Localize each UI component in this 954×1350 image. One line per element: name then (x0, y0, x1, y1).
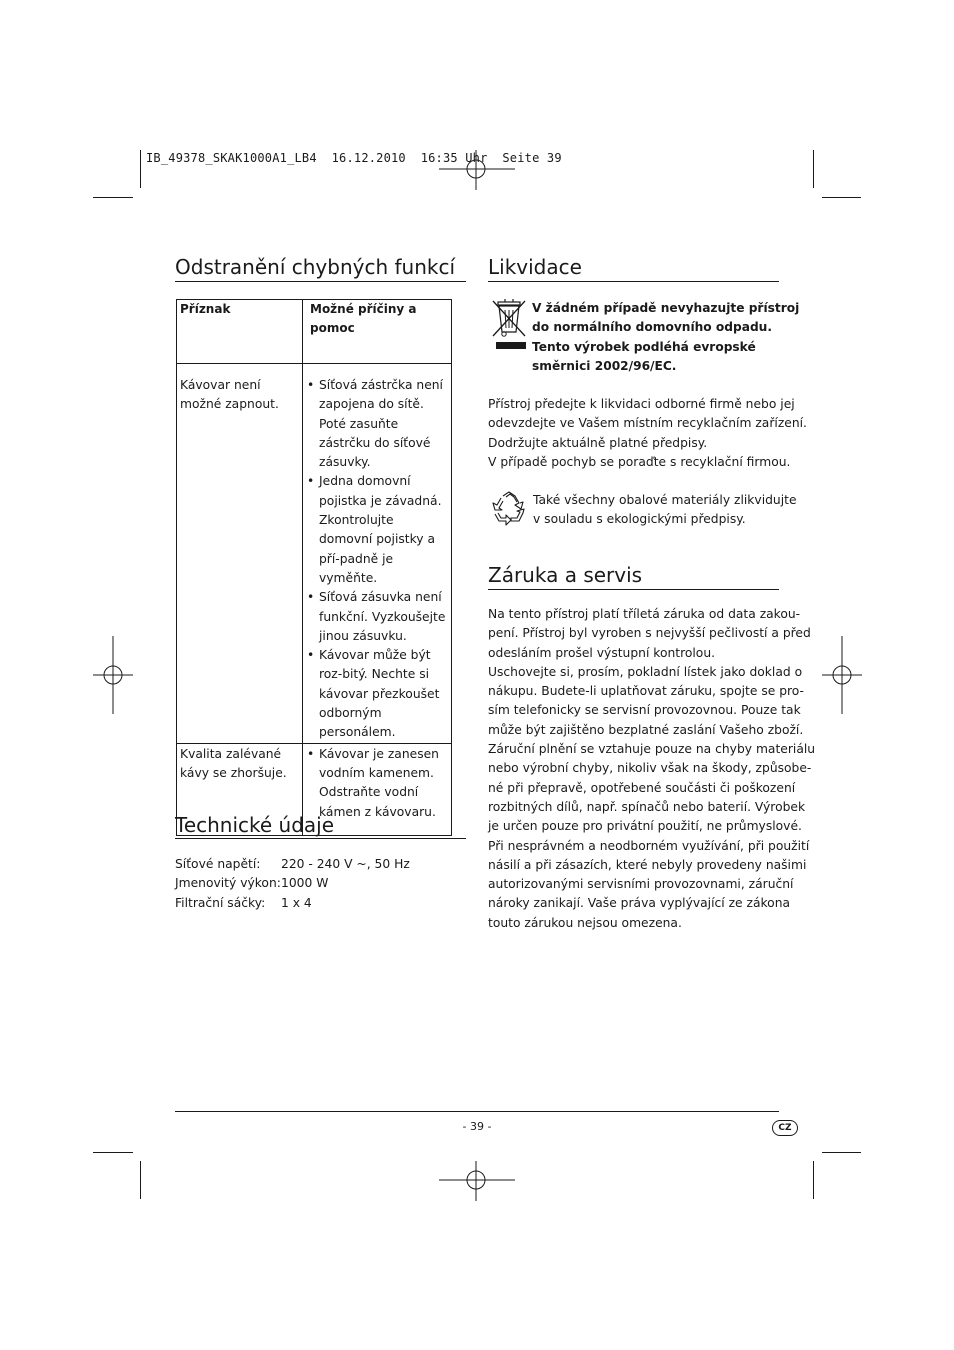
trouble-title-rule (175, 281, 466, 282)
disposal-warning (532, 299, 799, 376)
list-item: • Síťová zástrčka není zapojena do sítě. Poté zasuňte zástrčku do síťové zásuvky. (306, 376, 449, 472)
text-line: sím telefonicky se servisní provozovnou. Pouze tak (488, 703, 801, 718)
text-line: V případě pochyb se poraďte s recyklační firmou. (488, 454, 791, 469)
trouble-table (176, 299, 452, 836)
warning-line: směrnici 2002/96/EC. (532, 358, 677, 373)
disposal-title-rule (488, 281, 779, 282)
warranty-title-rule (488, 589, 779, 590)
table-row (177, 364, 452, 744)
text-line: Přístroj předejte k likvidaci odborné firmě nebo jej (488, 397, 795, 411)
page-number: - 39 - (462, 1120, 492, 1133)
text-line: touto zárukou nejsou omezena. (488, 915, 682, 930)
recycle-note (533, 491, 797, 530)
disposal-title: Likvidace (488, 255, 582, 279)
col-header-symptom: Příznak (180, 302, 231, 316)
col-header-causes: Možné příčiny a pomoc (310, 302, 417, 335)
language-badge: CZ (772, 1120, 798, 1136)
registration-mark-top-icon (437, 150, 517, 190)
registration-mark-left-icon (93, 636, 133, 714)
spec-key: Síťové napětí: (175, 857, 261, 871)
spec-row (175, 855, 410, 874)
print-header: IB_49378_SKAK1000A1_LB4 16.12.2010 16:35 Uhr Seite 39 (146, 151, 562, 165)
spec-key: Filtrační sáčky: (175, 895, 266, 910)
text-line: může být zajištěno bezplatné zaslání Vašeho zboží. (488, 722, 804, 737)
warning-line: do normálního domovního odpadu. (532, 320, 772, 335)
list-item: • Síťová zásuvka není funkční. Vyzkoušejte jinou zásuvku. (306, 588, 449, 646)
tech-title-rule (175, 838, 466, 839)
text-line: odesláním prošel výstupní kontrolou. (488, 645, 716, 660)
text-line: Uschovejte si, prosím, pokladní lístek jako doklad o (488, 664, 803, 679)
warning-line: V žádném případě nevyhazujte přístroj (532, 301, 800, 315)
text-line: Při nesprávném a neodborném využívání, při použití (488, 838, 810, 853)
registration-mark-bottom-icon (437, 1161, 517, 1201)
symptom-text: Kvalita zalévané kávy se zhoršuje. (180, 746, 287, 780)
spec-value: 220 - 240 V ~, 50 Hz (281, 857, 410, 871)
registration-mark-right-icon (822, 636, 862, 714)
list-item: • Kávovar může být roz-bitý. Nechte si kávovar přezkoušet odborným personálem. (306, 646, 449, 742)
symptom-text: Kávovar není možné zapnout. (180, 378, 279, 412)
crossed-out-wheelie-bin-icon (490, 298, 528, 352)
text-line: Také všechny obalové materiály zlikvidujte (533, 493, 797, 507)
spec-key: Jmenovitý výkon: (175, 876, 281, 891)
spec-row (175, 894, 410, 913)
tech-title: Technické údaje (175, 813, 335, 837)
list-item: • Jedna domovní pojistka je závadná. Zkontrolujte domovní pojistky a pří-padně je vyměňte. (306, 472, 449, 588)
spec-value: 1000 W (281, 876, 329, 891)
text-line: rozbitných dílů, např. spínačů nebo baterií. Výrobek (488, 799, 806, 814)
warranty-title: Záruka a servis (488, 563, 643, 587)
text-line: Záruční plnění se vztahuje pouze na chyby materiálu (488, 742, 816, 757)
text-line: nákupu. Budete-li uplatňovat záruku, spojte se pro- (488, 684, 804, 699)
tech-specs (175, 855, 410, 913)
trouble-title: Odstranění chybných funkcí (175, 255, 456, 279)
text-line: je určen pouze pro privátní použití, ne průmyslové. (488, 819, 802, 834)
spec-row (175, 874, 410, 893)
text-line: nebo výrobní chyby, nikoliv však na škody, způsobe- (488, 761, 812, 776)
table-header-row (177, 300, 452, 364)
warning-line: Tento výrobek podléhá evropské (532, 339, 756, 354)
causes-list (306, 376, 449, 743)
text-line: Na tento přístroj platí tříletá záruka od data zakou- (488, 607, 801, 621)
text-line: násilí a při zásazích, které nebyly provedeny našimi (488, 857, 807, 872)
warranty-text (488, 605, 815, 933)
spec-value: 1 x 4 (281, 895, 312, 910)
recycle-icon (489, 490, 529, 530)
disposal-paragraph (488, 395, 807, 472)
list-item: • Kávovar je zanesen vodním kamenem. Odstraňte vodní kámen z kávovaru. (306, 745, 449, 822)
text-line: v souladu s ekologickými předpisy. (533, 512, 746, 527)
text-line: né při přepravě, opotřebené součásti či poškození (488, 780, 796, 795)
causes-list (306, 745, 449, 822)
text-line: Dodržujte aktuálně platné předpisy. (488, 435, 708, 450)
text-line: autorizovanými servisními provozovnami, záruční (488, 877, 794, 892)
text-line: nároky zanikají. Vaše práva vyplývající ze zákona (488, 896, 791, 911)
text-line: pení. Přístroj byl vyroben s nejvyšší pečlivostí a před (488, 626, 811, 641)
text-line: odevzdejte ve Vašem místním recyklačním zařízení. (488, 416, 807, 431)
footer-rule (175, 1111, 779, 1112)
